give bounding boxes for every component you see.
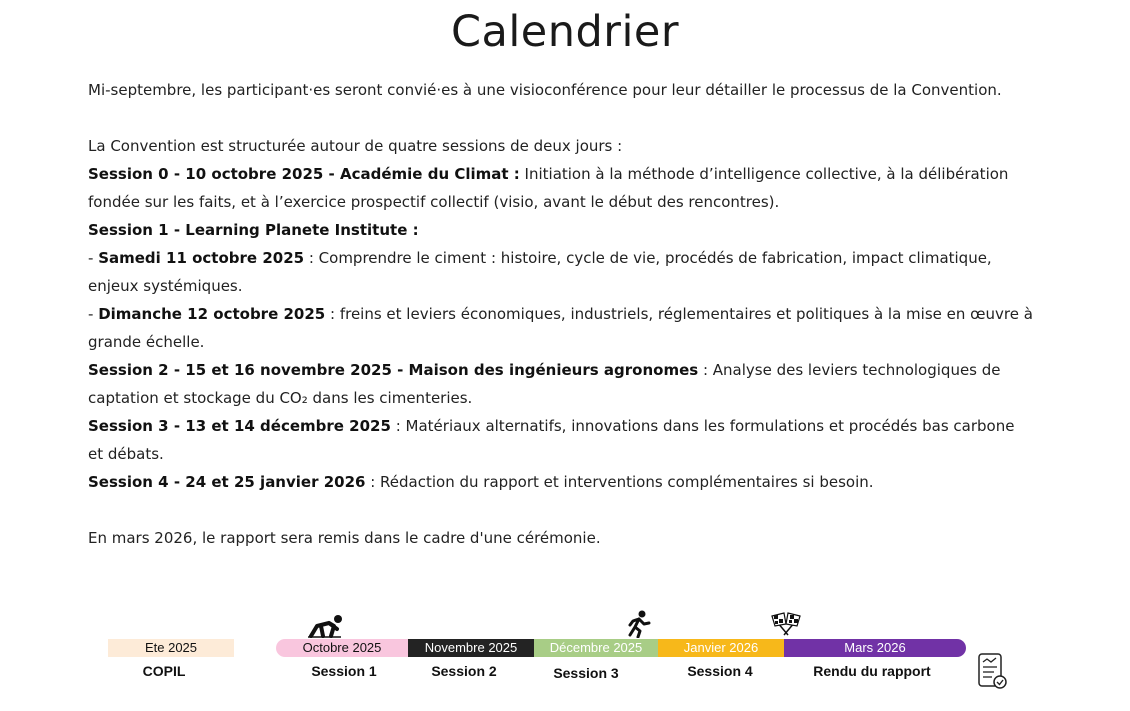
session-4-text: : Rédaction du rapport et interventions complémentaires si besoin. <box>365 473 874 491</box>
session-2 <box>88 356 1033 412</box>
intro-paragraph: Mi-septembre, les participant·es seront convié·es à une visioconférence pour leur détailler le processus de la Convention. <box>88 81 1002 99</box>
dash: - <box>88 249 99 267</box>
timeline-caption-session-2: Session 2 <box>431 663 497 679</box>
session-0 <box>88 160 1033 216</box>
report-document-icon <box>976 652 1008 690</box>
session-1 <box>88 216 1033 244</box>
structure-intro: La Convention est structurée autour de quatre sessions de deux jours : <box>88 137 623 155</box>
calendar-text <box>88 76 1033 552</box>
timeline-segment-mars-2026: Mars 2026 <box>784 639 966 657</box>
timeline-segment-novembre-2025: Novembre 2025 <box>408 639 534 657</box>
page-title: Calendrier <box>450 7 680 57</box>
timeline <box>0 600 1130 711</box>
timeline-segment-ete-2025: Ete 2025 <box>108 639 234 657</box>
timeline-caption-copil: COPIL <box>142 663 186 679</box>
runner-icon <box>624 610 652 638</box>
session-1-day-1-label: Samedi 11 octobre 2025 <box>98 249 305 267</box>
timeline-caption-session-3: Session 3 <box>553 665 619 681</box>
checkered-flags-icon <box>766 612 806 636</box>
session-4 <box>88 468 1033 496</box>
timeline-segment-decembre-2025: Décembre 2025 <box>534 639 658 657</box>
session-0-text: Initiation à la méthode d’intelligence collective, à la délibération fondée sur les faits, et à l’exercice prospectif collectif (visio, avant le début des rencontres). <box>88 165 1009 211</box>
session-2-text: : Analyse des leviers technologiques de captation et stockage du CO₂ dans les cimenteries. <box>88 361 1001 407</box>
timeline-segment-janvier-2026: Janvier 2026 <box>658 639 784 657</box>
session-3 <box>88 412 1033 468</box>
session-1-label: Session 1 - Learning Planete Institute : <box>88 221 419 239</box>
timeline-caption-session-4: Session 4 <box>687 663 753 679</box>
session-1-day-2-label: Dimanche 12 octobre 2025 <box>98 305 326 323</box>
timeline-segment-octobre-2025: Octobre 2025 <box>276 639 408 657</box>
session-2-label: Session 2 - 15 et 16 novembre 2025 - Maison des ingénieurs agronomes <box>88 361 699 379</box>
timeline-caption-rendu: Rendu du rapport <box>813 663 931 679</box>
session-4-label: Session 4 - 24 et 25 janvier 2026 <box>88 473 366 491</box>
dash: - <box>88 305 99 323</box>
runner-start-icon <box>307 614 345 638</box>
session-0-label: Session 0 - 10 octobre 2025 - Académie du Climat : <box>88 165 520 183</box>
session-1-day-2 <box>88 300 1033 356</box>
session-1-day-2-text: : freins et leviers économiques, industriels, réglementaires et politiques à la mise en œuvre à grande échelle. <box>88 305 1033 351</box>
session-1-day-1 <box>88 244 1033 300</box>
session-1-day-1-text: : Comprendre le ciment : histoire, cycle de vie, procédés de fabrication, impact climatique, enjeux systémiques. <box>88 249 992 295</box>
session-3-text: : Matériaux alternatifs, innovations dans les formulations et procédés bas carbone et débats. <box>88 417 1015 463</box>
session-3-label: Session 3 - 13 et 14 décembre 2025 <box>88 417 391 435</box>
timeline-caption-session-1: Session 1 <box>311 663 377 679</box>
closing-paragraph: En mars 2026, le rapport sera remis dans le cadre d'une cérémonie. <box>88 529 601 547</box>
